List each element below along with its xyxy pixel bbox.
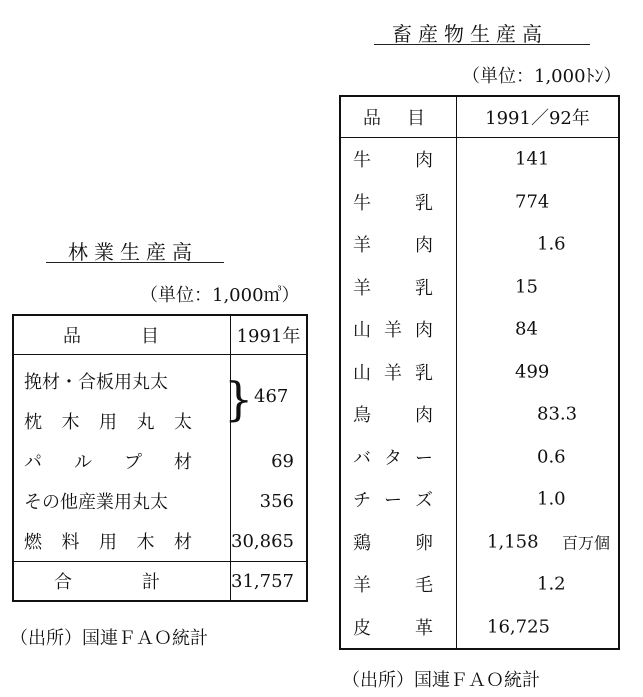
livestock-item-char: 鶏 [353, 532, 371, 554]
livestock-item-value-cell [457, 138, 620, 181]
livestock-item-value-cell [457, 393, 620, 436]
livestock-table [339, 95, 620, 650]
livestock-item-char: 肉 [415, 235, 433, 257]
forestry-item-label: パルプ材 [24, 452, 224, 473]
forestry-row [13, 401, 307, 441]
forestry-header-item: 品目 [13, 315, 231, 355]
livestock-item-char: ー [384, 490, 402, 512]
forestry-item-label: その他産業用丸太 [24, 492, 168, 513]
livestock-item-value: 0.6 [537, 446, 566, 468]
livestock-item-char: 卵 [415, 532, 433, 554]
livestock-header-row [340, 96, 619, 138]
livestock-row [340, 351, 619, 394]
livestock-row [340, 181, 619, 224]
livestock-row [340, 436, 619, 479]
forestry-merged-value: 467 [254, 386, 289, 407]
livestock-item-value: 15 [515, 276, 538, 298]
livestock-row [340, 478, 619, 521]
livestock-item-char: 羊 [384, 362, 402, 384]
livestock-item-name [340, 478, 457, 521]
livestock-item-char: 革 [415, 617, 433, 639]
livestock-item-char: 肉 [415, 150, 433, 172]
livestock-item-name [340, 308, 457, 351]
forestry-merge-brace: } [224, 372, 254, 426]
livestock-item-name [340, 138, 457, 181]
livestock-item-char: 皮 [353, 617, 371, 639]
livestock-item-note: 百万個 [561, 533, 610, 553]
livestock-item-value-cell [457, 308, 620, 351]
forestry-item-name [13, 441, 231, 481]
livestock-row [340, 563, 619, 606]
livestock-item-value-cell [457, 521, 620, 564]
livestock-title: 畜産物生産高 [392, 22, 548, 46]
livestock-item-value-cell [457, 266, 620, 309]
livestock-item-char: 肉 [415, 320, 433, 342]
livestock-row [340, 138, 619, 181]
livestock-item-name [340, 436, 457, 479]
livestock-item-name [340, 223, 457, 266]
livestock-item-value: 1.0 [537, 488, 566, 510]
livestock-item-value: 499 [515, 361, 550, 383]
livestock-item-char: 乳 [415, 192, 433, 214]
livestock-header-item: 品目 [340, 96, 457, 138]
forestry-row [13, 481, 307, 521]
livestock-item-name [340, 563, 457, 606]
forestry-item-name [13, 401, 231, 441]
livestock-item-char: 牛 [353, 150, 371, 172]
livestock-item-value-cell [457, 223, 620, 266]
forestry-unit: （単位：1,000㎥） [140, 285, 300, 306]
livestock-row [340, 393, 619, 436]
livestock-item-char: 山 [353, 320, 371, 342]
forestry-item-label: 挽材・合板用丸太 [24, 372, 168, 393]
livestock-item-value-cell [457, 436, 620, 479]
livestock-title-underline [374, 44, 590, 45]
livestock-item-name [340, 393, 457, 436]
forestry-row [13, 441, 307, 481]
livestock-item-value-cell [457, 351, 620, 394]
livestock-item-value-cell [457, 478, 620, 521]
forestry-header-row [13, 315, 307, 355]
livestock-item-char: タ [384, 447, 402, 469]
livestock-item-char: 毛 [415, 575, 433, 597]
forestry-item-value: 30,865 [231, 530, 294, 552]
livestock-row [340, 521, 619, 564]
livestock-item-char: 肉 [415, 405, 433, 427]
livestock-header-year: 1991／92年 [457, 96, 620, 138]
forestry-table [12, 314, 308, 602]
forestry-item-value: 356 [259, 490, 294, 512]
livestock-item-name [340, 521, 457, 564]
livestock-item-char: 羊 [353, 277, 371, 299]
livestock-item-name [340, 351, 457, 394]
forestry-item-name [13, 355, 231, 402]
livestock-item-value: 774 [515, 191, 550, 213]
livestock-item-char: 乳 [415, 362, 433, 384]
livestock-item-char: 羊 [353, 575, 371, 597]
livestock-item-value: 83.3 [537, 403, 578, 425]
forestry-header-year: 1991年 [231, 315, 307, 355]
livestock-item-char: ズ [415, 490, 433, 512]
livestock-item-value: 16,725 [487, 616, 550, 638]
livestock-item-char: 鳥 [353, 405, 371, 427]
livestock-item-value: 84 [515, 318, 538, 340]
forestry-total-row [13, 562, 307, 602]
livestock-item-value: 1.2 [537, 573, 566, 595]
livestock-row [340, 266, 619, 309]
livestock-item-char: 乳 [415, 277, 433, 299]
livestock-item-char: 牛 [353, 192, 371, 214]
forestry-item-label: 燃料用木材 [24, 532, 212, 553]
forestry-total-label: 合計 [13, 562, 231, 602]
forestry-item-name [13, 521, 231, 562]
livestock-item-value-cell [457, 181, 620, 224]
livestock-item-char: 羊 [384, 320, 402, 342]
forestry-item-value: 69 [271, 450, 294, 472]
livestock-item-char: 羊 [353, 235, 371, 257]
livestock-item-name [340, 266, 457, 309]
livestock-item-value: 1.6 [537, 233, 566, 255]
forestry-item-label: 枕木用丸太 [24, 412, 212, 433]
livestock-row [340, 606, 619, 650]
livestock-item-char: バ [353, 447, 371, 469]
forestry-row [13, 521, 307, 562]
livestock-item-char: チ [353, 490, 371, 512]
livestock-item-char: ー [415, 447, 433, 469]
livestock-row [340, 223, 619, 266]
livestock-item-value-cell [457, 563, 620, 606]
livestock-item-value-cell [457, 606, 620, 650]
livestock-row [340, 308, 619, 351]
forestry-title-underline [46, 262, 224, 263]
livestock-item-char: 山 [353, 362, 371, 384]
livestock-source: （出所）国連ＦＡＯ統計 [342, 670, 540, 691]
livestock-unit: （単位：1,000ﾄﾝ） [462, 66, 622, 87]
livestock-item-name [340, 606, 457, 650]
livestock-item-value: 141 [515, 148, 550, 170]
forestry-title: 林業生産高 [68, 240, 198, 264]
livestock-item-value: 1,158 [487, 531, 539, 553]
forestry-item-name [13, 481, 231, 521]
forestry-source: （出所）国連ＦＡＯ統計 [10, 628, 208, 649]
livestock-item-name [340, 181, 457, 224]
forestry-total-value: 31,757 [231, 562, 307, 602]
